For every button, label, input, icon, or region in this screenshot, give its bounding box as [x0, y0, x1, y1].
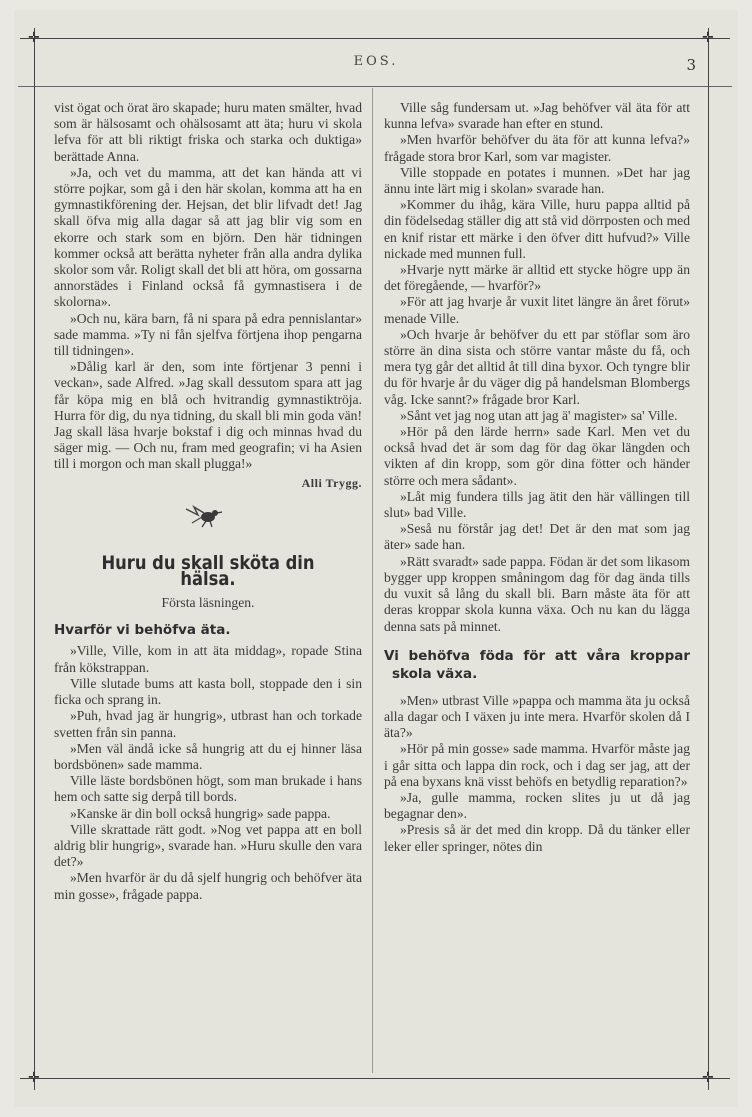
paragraph: vist ögat och örat äro skapade; huru maten smälter, hvad som är hälsosamt och ohälsosamt att äta; huru vi skola lefva för att bli riktigt friska och starka och duktiga» berättade Anna. [54, 100, 362, 164]
paragraph: »Ja, gulle mamma, rocken slites ju ut då jag begagnar den». [384, 789, 690, 822]
paragraph: »Kanske är din boll också hungrig» sade pappa. [70, 805, 331, 821]
section-heading: Vi behöfva föda för att våra kroppar skola växa. [384, 647, 690, 682]
paragraph: »Och hvarje år behöfver du ett par stöflar som äro större än dina sista och större vantar måste du få, och mera tyg går det alltid åt till dina byxor. Och tyngre blir du för hvarje år du väger dig på handelsman Blombergs våg. Icke sannt?» frågade bror Karl. [384, 326, 690, 407]
paragraph: »Och nu, kära barn, få ni spara på edra pennislantar» sade mamma. »Ty ni fån sjelfva förtjena ihop pengarna till tidningen». [54, 310, 362, 359]
column-divider [372, 88, 373, 1073]
paragraph: »Seså nu förstår jag det! Det är den mat som jag äter» sade han. [384, 521, 690, 553]
right-rule [708, 28, 709, 1090]
paragraph: Ville stoppade en potates i munnen. »Det har jag ännu inte lärt mig i skolan» svarade han. [384, 164, 690, 197]
corner-mark-bl: ✛ [28, 1070, 40, 1086]
running-header: EOS. [353, 54, 399, 69]
paragraph: »Ville, Ville, kom in att äta middag», ropade Stina från kökstrappan. [54, 643, 362, 675]
corner-mark-br: ✛ [702, 1070, 714, 1086]
paragraph: »Låt mig fundera tills jag ätit den här vällingen till slut» bad Ville. [384, 488, 690, 521]
bird-ornament-icon [184, 503, 228, 529]
paragraph: »Kommer du ihåg, kära Ville, huru pappa alltid på din födelsedag ställer dig att stå vid dörrposten och med en knif ristar ett märke i den öfver ditt hufvud?» Ville nickade med munnen full. [384, 197, 690, 261]
header-rule [18, 86, 732, 87]
corner-mark-tl: ✛ [28, 30, 40, 46]
paragraph: »Dålig karl är den, som inte förtjenar 3 penni i veckan», sade Alfred. »Jag skall dessutom spara att jag får köpa mig en blå och hvitrandig gymnastiktröja. Hurra för dig, du nya tidning, du skall bli min goda vän! Jag skall läsa hvarje bokstaf i dig och minnas hvad du säger mig. — Och nu, fram med geografin; vi ha Asien till i morgon och man skall plugga!» [54, 359, 362, 472]
paragraph: »Puh, hvad jag är hungrig», utbrast han och torkade svetten från sin panna. [54, 708, 362, 740]
page-number: 3 [686, 56, 696, 74]
paragraph: »Presis så är det med din kropp. Då du tänker eller leker eller springer, nötes din [384, 822, 690, 854]
bottom-rule [20, 1078, 730, 1079]
paragraph: »För att jag hvarje år vuxit litet längre än året förut» menade Ville. [384, 294, 690, 326]
paragraph: »Sånt vet jag nog utan att jag ä' magister» sa' Ville. [400, 407, 678, 423]
left-rule [34, 28, 35, 1090]
paragraph: Ville läste bordsbönen högt, som man brukade i hans hem och satte sig derpå till bords. [54, 773, 362, 805]
corner-mark-tr: ✛ [702, 30, 714, 46]
paragraph: »Men» utbrast Ville »pappa och mamma äta ju också alla dagar och I växen ju inte mera. Hvarför skolen då I äta?» [384, 692, 690, 741]
paragraph: »Ja, och vet du mamma, att det kan hända att vi större pojkar, som gå i den här skolan, komma att ha en gymnastikförening der. Hejsan, det blir lifvadt det! Jag skall öfva mig alla dagar så att jag blir vig som en ekorre och stark som en björn. Den här tidningen kommer också att berätta nyheter från alla andra dylika skolor som vår. Roligt skall det bli att höra, om gossarna annorstädes i Finland också få gymnastisera i de skolorna». [54, 164, 362, 310]
ornament [54, 491, 362, 539]
article-title: Huru du skall sköta din hälsa. [101, 551, 315, 591]
paragraph: Ville såg fundersam ut. »Jag behöfver väl äta för att kunna lefva» svarade han efter en stund. [384, 100, 690, 132]
paragraph: Ville skrattade rätt godt. »Nog vet pappa att en boll aldrig blir hungrig», svarade han. »Huru skulle den vara det?» [54, 821, 362, 870]
paragraph: »Men hvarför är du då sjelf hungrig och behöfver äta min gosse», frågade pappa. [54, 870, 362, 902]
paragraph: »Men hvarför behöfver du äta för att kunna lefva?» frågade stora bror Karl, som var magister. [384, 132, 690, 164]
paragraph: »Hör på den lärde herrn» sade Karl. Men vet du också hvad det är som dag för dag ökar längden och vikten af din kropp, som gör dina fötter och händer större och mera sådant». [384, 424, 690, 488]
section-heading: Hvarför vi behöfva äta. [54, 622, 231, 639]
left-column [54, 100, 362, 903]
right-column [384, 100, 690, 855]
author-signature: Alli Trygg. [301, 475, 362, 490]
top-rule [20, 38, 730, 39]
paragraph: Ville slutade bums att kasta boll, stoppade den i sin ficka och sprang in. [54, 675, 362, 708]
paragraph: »Hör på min gosse» sade mamma. Hvarför måste jag i går sitta och lappa din rock, och i dag ser jag, att der på ena byxans knä visst behöfs en betydlig reparation?» [384, 741, 690, 789]
paragraph: »Men väl ändå icke så hungrig att du ej hinner läsa bordsbönen» sade mamma. [54, 740, 362, 772]
paragraph: »Hvarje nytt märke är alltid ett stycke högre upp än det föregående, — hvarför?» [384, 262, 690, 294]
article-subtitle: Första läsningen. [161, 595, 255, 611]
paragraph: »Rätt svaradt» sade pappa. Födan är det som likasom bygger upp kroppen småningom dag för dag ända tills du vuxit så lång du skall bli. Barn måste äta för att deras kroppar skola kunna växa. Och nu kan du lägga denna sats på minnet. [384, 553, 690, 634]
